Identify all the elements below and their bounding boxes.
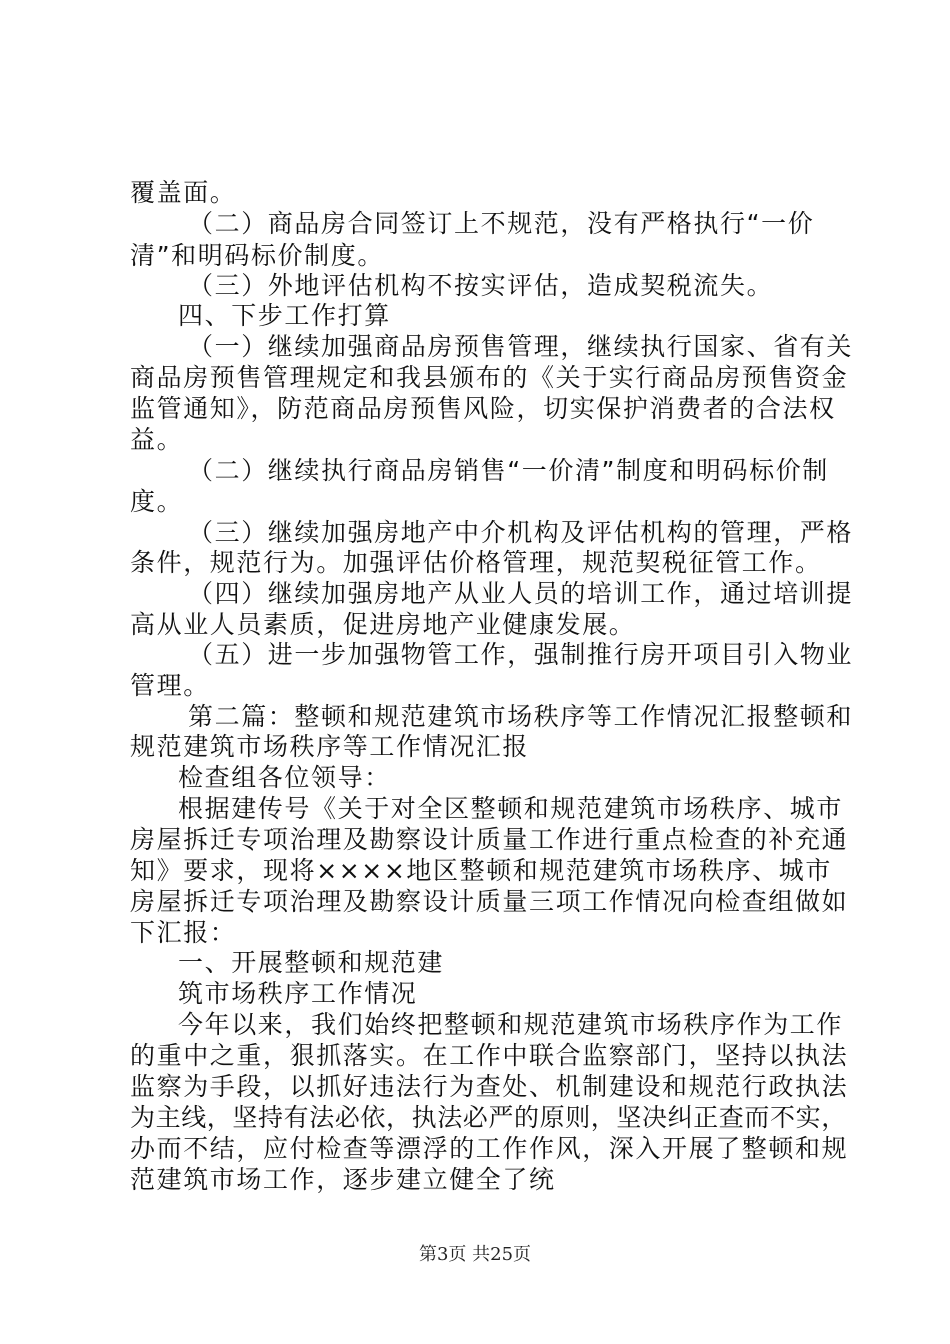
- text-line: 下汇报：: [130, 918, 237, 947]
- text-line: 办而不结，应付检查等漂浮的工作作风，深入开展了整顿和规: [130, 1134, 849, 1163]
- chapter-title: 第二篇：整顿和规范建筑市场秩序等工作情况汇报整顿和: [188, 702, 854, 731]
- section-heading: 四、下步工作打算: [178, 301, 391, 330]
- page-number-footer: 第3页 共25页: [418, 1244, 532, 1265]
- text-line: 知》要求，现将××××地区整顿和规范建筑市场秩序、城市: [130, 856, 832, 885]
- text-line: 房屋拆迁专项治理及勘察设计质量三项工作情况向检查组做如: [130, 887, 849, 916]
- text-line: （四）继续加强房地产从业人员的培训工作，通过培训提: [188, 579, 854, 608]
- text-line: 益。: [130, 425, 184, 454]
- text-line: 商品房预售管理规定和我县颁布的《关于实行商品房预售资金: [130, 363, 849, 392]
- section-heading: 筑市场秩序工作情况: [178, 979, 418, 1008]
- text-line: 根据建传号《关于对全区整顿和规范建筑市场秩序、城市: [178, 794, 844, 823]
- section-heading: 一、开展整顿和规范建: [178, 948, 445, 977]
- salutation: 检查组各位领导：: [178, 763, 391, 792]
- text-line: 监察为手段，以抓好违法行为查处、机制建设和规范行政执法: [130, 1072, 849, 1101]
- text-line: 度。: [130, 487, 184, 516]
- chapter-title: 规范建筑市场秩序等工作情况汇报: [130, 732, 530, 761]
- text-line: 监管通知》，防范商品房预售风险，切实保护消费者的合法权: [130, 394, 836, 423]
- text-line: 房屋拆迁专项治理及勘察设计质量工作进行重点检查的补充通: [130, 825, 849, 854]
- text-line: （一）继续加强商品房预售管理，继续执行国家、省有关: [188, 332, 854, 361]
- text-line: 条件，规范行为。加强评估价格管理，规范契税征管工作。: [130, 548, 822, 577]
- text-line: 今年以来，我们始终把整顿和规范建筑市场秩序作为工作: [178, 1010, 844, 1039]
- text-line: （三）外地评估机构不按实评估，造成契税流失。: [188, 271, 774, 300]
- text-line: 清”和明码标价制度。: [130, 241, 384, 270]
- text-line: 范建筑市场工作，逐步建立健全了统: [130, 1165, 556, 1194]
- text-line: 为主线，坚持有法必依，执法必严的原则，坚决纠正查而不实，: [130, 1103, 847, 1132]
- text-line: 覆盖面。: [130, 178, 237, 207]
- text-line: （二）继续执行商品房销售“一价清”制度和明码标价制: [188, 456, 829, 485]
- text-line: 管理。: [130, 671, 210, 700]
- text-line: 高从业人员素质，促进房地产业健康发展。: [130, 610, 636, 639]
- text-line: （三）继续加强房地产中介机构及评估机构的管理，严格: [188, 518, 854, 547]
- text-line: （五）进一步加强物管工作，强制推行房开项目引入物业: [188, 640, 854, 669]
- text-line: 的重中之重，狠抓落实。在工作中联合监察部门，坚持以执法: [130, 1041, 849, 1070]
- text-line: （二）商品房合同签订上不规范，没有严格执行“一价: [188, 209, 815, 238]
